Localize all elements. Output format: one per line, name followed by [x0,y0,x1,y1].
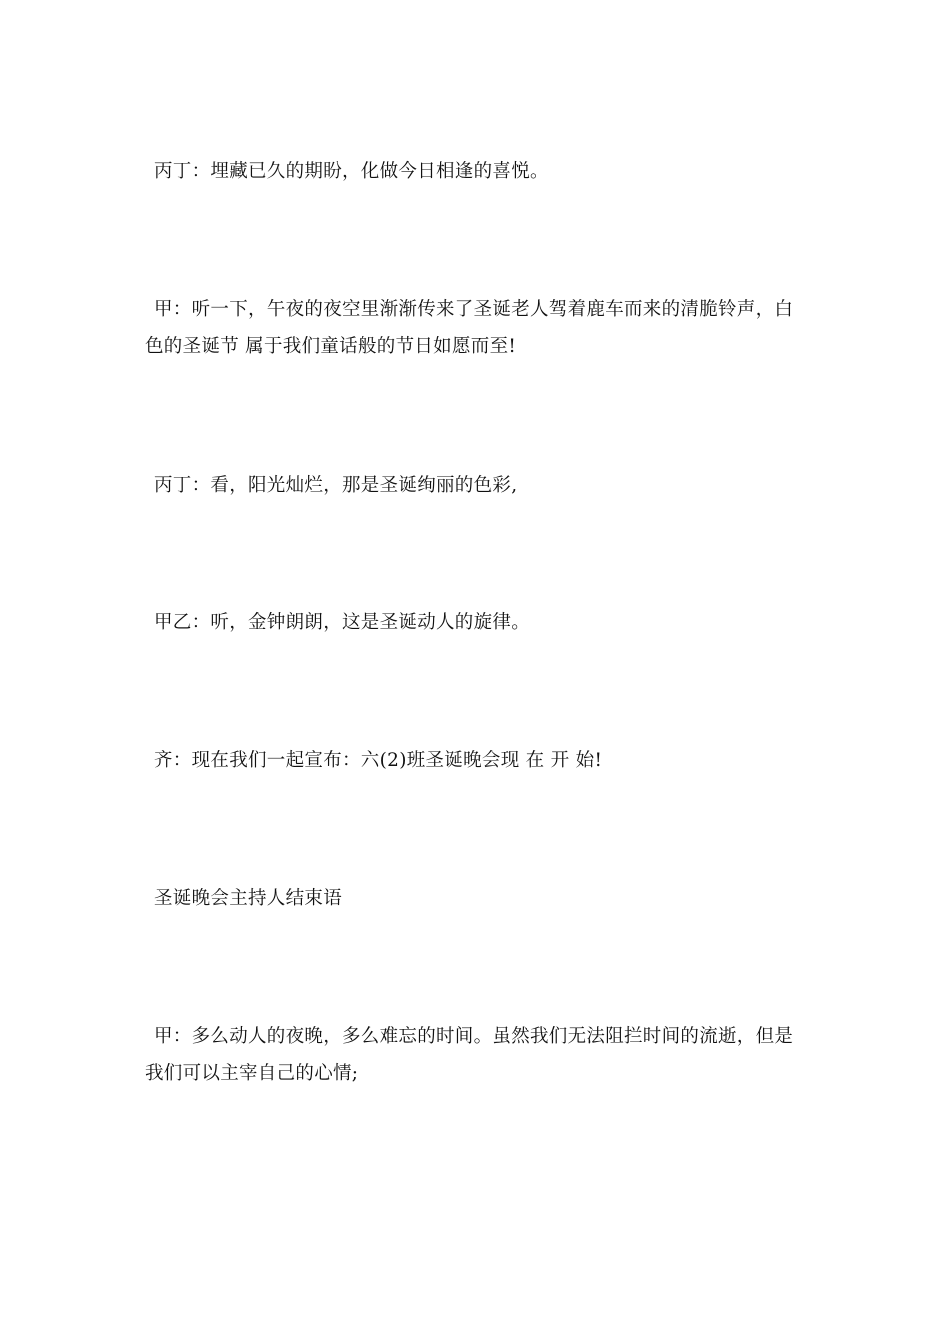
paragraph-bing-ding-1 [145,153,810,190]
paragraph-text: 甲：听一下，午夜的夜空里渐渐传来了圣诞老人驾着鹿车而来的清脆铃声，白色的圣诞节 属于我们童话般的节日如愿而至! [145,299,794,357]
paragraph-text: 甲乙：听，金钟朗朗，这是圣诞动人的旋律。 [154,612,531,633]
paragraph-bing-ding-2 [145,467,810,504]
paragraph-text: 丙丁：埋藏已久的期盼，化做今日相逢的喜悦。 [154,161,549,182]
section-heading [145,880,810,917]
paragraph-qi [145,742,810,779]
paragraph-text: 甲：多么动人的夜晚，多么难忘的时间。虽然我们无法阻拦时间的流逝，但是我们可以主宰自己的心情; [145,1026,794,1084]
paragraph-jia-2 [145,1018,810,1092]
paragraph-text: 丙丁：看，阳光灿烂，那是圣诞绚丽的色彩, [154,475,518,496]
paragraph-jia-yi [145,604,810,641]
heading-text: 圣诞晚会主持人结束语 [154,888,343,909]
paragraph-jia-1 [145,291,810,365]
paragraph-text: 齐：现在我们一起宣布：六(2)班圣诞晚会现 在 开 始! [154,750,603,771]
